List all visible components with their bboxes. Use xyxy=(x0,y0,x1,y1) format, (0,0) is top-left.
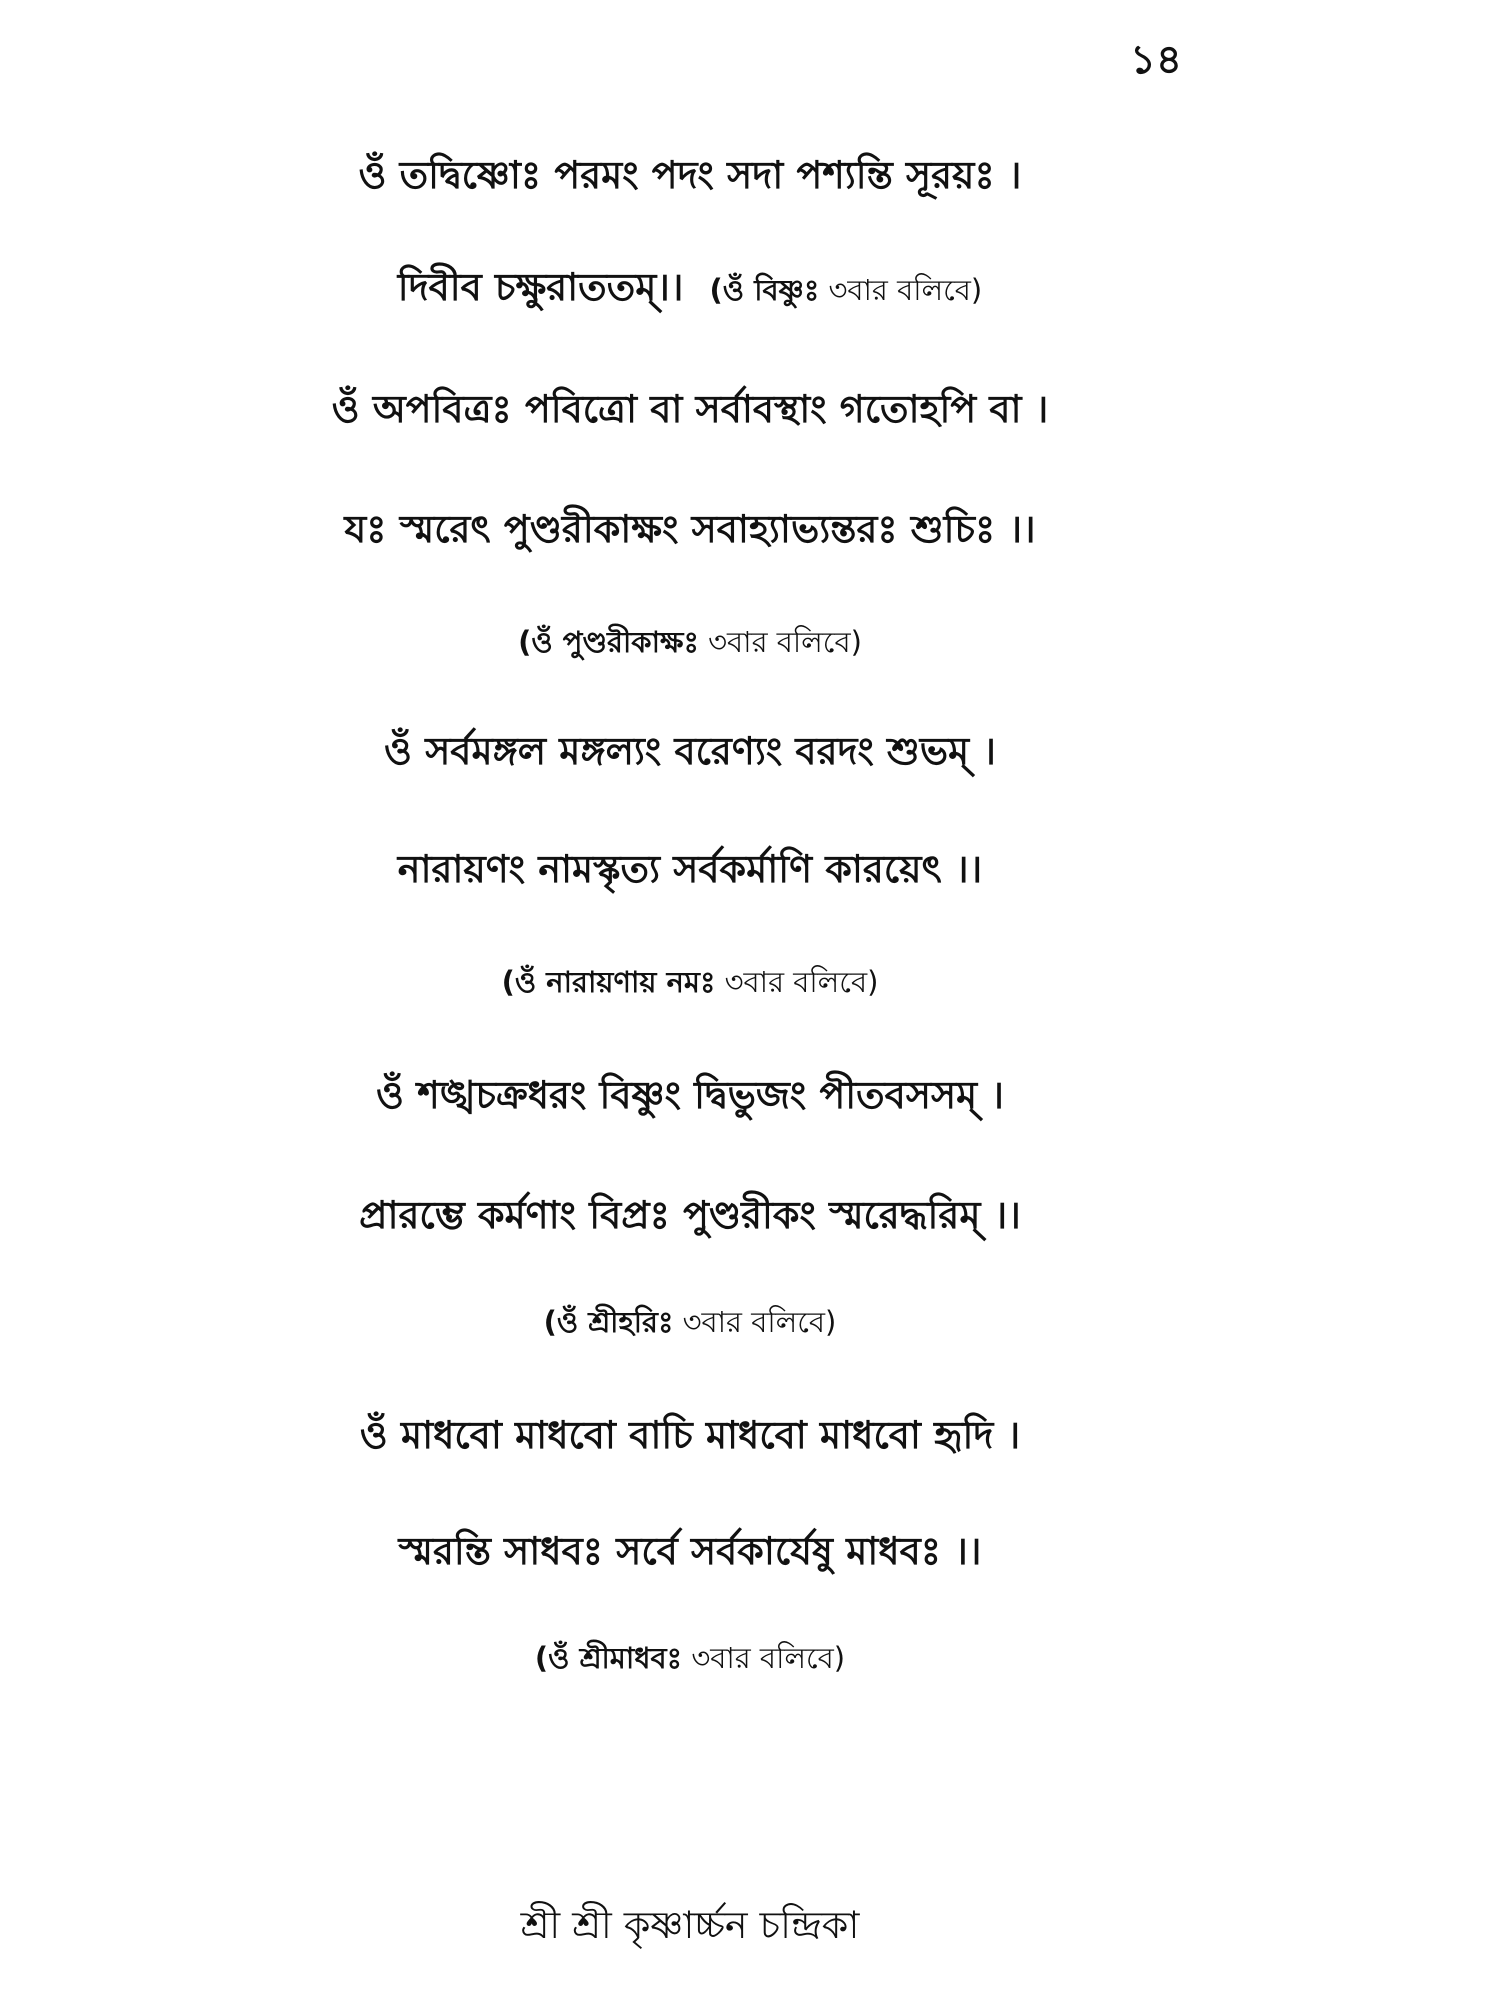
verse-line-8: প্রারম্ভে কর্মণাং বিপ্রঃ পুণ্ডরীকং স্মরেদ্ধরিম্ ।। xyxy=(359,1193,1021,1237)
recitation-note: (ওঁ বিষ্ণুঃ ৩বার বলিবে) xyxy=(709,273,983,307)
recitation-note: (ওঁ শ্রীহরিঃ ৩বার বলিবে) xyxy=(543,1305,837,1339)
verse-line-9: ওঁ মাধবো মাধবো বাচি মাধবো মাধবো হৃদি । xyxy=(359,1413,1021,1457)
verse-line-5: ওঁ সর্বমঙ্গল মঙ্গল্যং বরেণ্যং বরদং শুভম্ । xyxy=(384,729,996,773)
verse-line-3: ওঁ অপবিত্রঃ পবিত্রো বা সর্বাবস্থাং গতোহপি বা । xyxy=(331,387,1049,431)
verse-line-2: দিবীব চক্ষুরাততম্।। (ওঁ বিষ্ণুঃ ৩বার বলিবে) xyxy=(397,265,983,309)
verse-line-4: যঃ স্মরেৎ পুণ্ডরীকাক্ষং সবাহ্যাভ্যন্তরঃ শুচিঃ ।। xyxy=(344,507,1036,551)
recitation-note: (ওঁ পুণ্ডরীকাক্ষঃ ৩বার বলিবে) xyxy=(518,625,862,659)
verse-line-7: ওঁ শঙ্খচক্রধরং বিষ্ণুং দ্বিভুজং পীতবসসম্ । xyxy=(376,1073,1004,1117)
recitation-note: (ওঁ নারায়ণায় নমঃ ৩বার বলিবে) xyxy=(501,965,879,999)
book-title-footer: শ্রী শ্রী কৃষ্ণার্চ্চন চন্দ্রিকা xyxy=(520,1903,860,1947)
page-number: ১৪ xyxy=(1130,37,1182,83)
verse-line-6: নারায়ণং নামস্কৃত্য সর্বকর্মাণি কারয়েৎ ।। xyxy=(397,847,983,891)
verse-line-10: স্মরন্তি সাধবঃ সর্বে সর্বকার্যেষু মাধবঃ ।। xyxy=(398,1529,982,1573)
verse-line-1: ওঁ তদ্বিষ্ণোঃ পরমং পদং সদা পশ্যন্তি সূরয়ঃ । xyxy=(358,153,1022,197)
recitation-note: (ওঁ শ্রীমাধবঃ ৩বার বলিবে) xyxy=(534,1641,846,1675)
